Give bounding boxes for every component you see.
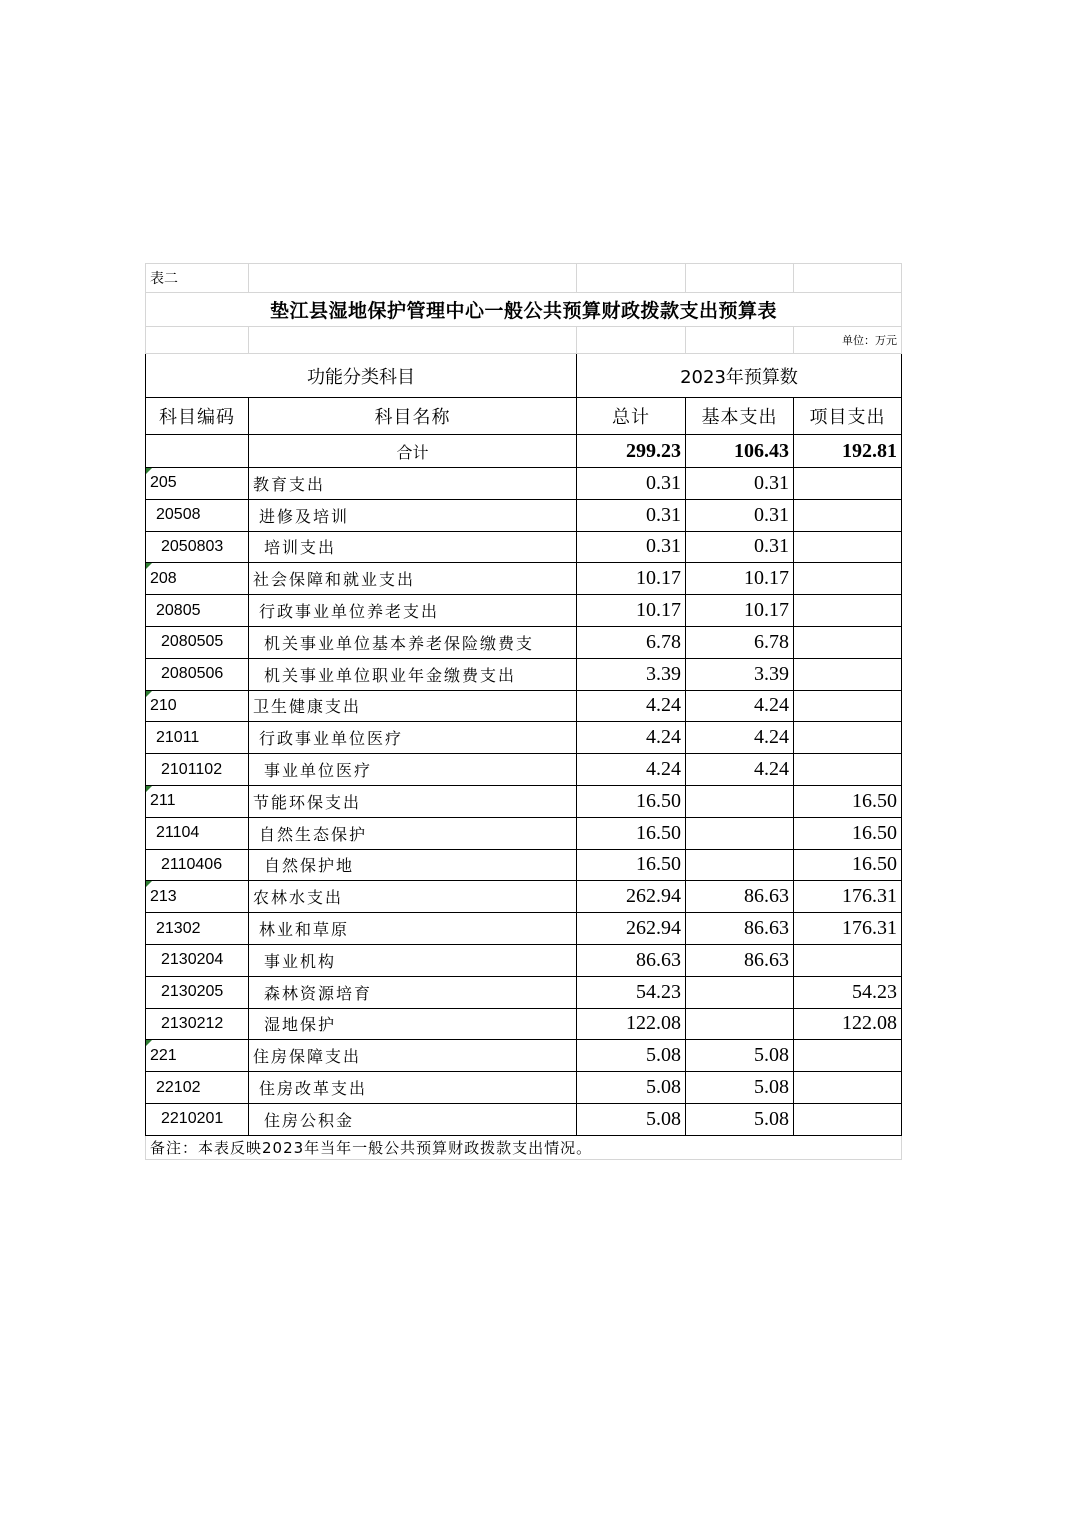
row-code: 211 [146, 785, 249, 817]
header-code: 科目编码 [146, 398, 249, 435]
total-total: 299.23 [577, 435, 686, 468]
row-code: 22102 [146, 1072, 249, 1104]
row-total: 16.50 [577, 785, 686, 817]
row-project [794, 626, 902, 658]
row-name: 机关事业单位基本养老保险缴费支 [249, 626, 577, 658]
row-basic: 86.63 [686, 913, 794, 945]
row-name: 林业和草原 [249, 913, 577, 945]
table-row [146, 944, 902, 976]
row-total: 4.24 [577, 690, 686, 722]
row-name: 住房改革支出 [249, 1072, 577, 1104]
row-basic: 5.08 [686, 1072, 794, 1104]
row-basic: 4.24 [686, 690, 794, 722]
row-code: 20805 [146, 595, 249, 627]
table-row [146, 1040, 902, 1072]
header-project: 项目支出 [794, 398, 902, 435]
row-name: 自然生态保护 [249, 817, 577, 849]
row-code: 20508 [146, 499, 249, 531]
row-total: 6.78 [577, 626, 686, 658]
row-total: 16.50 [577, 849, 686, 881]
row-total: 5.08 [577, 1103, 686, 1135]
row-total: 10.17 [577, 595, 686, 627]
row-project [794, 595, 902, 627]
row-basic: 5.08 [686, 1040, 794, 1072]
row-total: 5.08 [577, 1040, 686, 1072]
unit-row [146, 327, 902, 354]
row-code: 21011 [146, 722, 249, 754]
row-project [794, 499, 902, 531]
row-name: 自然保护地 [249, 849, 577, 881]
row-project [794, 1040, 902, 1072]
row-basic: 10.17 [686, 595, 794, 627]
total-project: 192.81 [794, 435, 902, 468]
table-note: 备注：本表反映2023年当年一般公共预算财政拨款支出情况。 [146, 1135, 902, 1159]
row-project [794, 468, 902, 500]
header-name: 科目名称 [249, 398, 577, 435]
row-project: 16.50 [794, 849, 902, 881]
table-row [146, 849, 902, 881]
row-total: 86.63 [577, 944, 686, 976]
row-basic [686, 785, 794, 817]
row-name: 培训支出 [249, 531, 577, 563]
row-basic: 0.31 [686, 468, 794, 500]
row-project: 176.31 [794, 881, 902, 913]
row-name: 事业单位医疗 [249, 754, 577, 786]
row-total: 16.50 [577, 817, 686, 849]
row-code: 208 [146, 563, 249, 595]
row-code: 2210201 [146, 1103, 249, 1135]
table-row [146, 531, 902, 563]
table-row [146, 1008, 902, 1040]
row-code: 2130204 [146, 944, 249, 976]
table-title: 垫江县湿地保护管理中心一般公共预算财政拨款支出预算表 [146, 293, 902, 327]
row-project [794, 722, 902, 754]
row-name: 卫生健康支出 [249, 690, 577, 722]
header-total: 总计 [577, 398, 686, 435]
row-name: 住房保障支出 [249, 1040, 577, 1072]
total-basic: 106.43 [686, 435, 794, 468]
row-project [794, 1072, 902, 1104]
unit-label: 单位：万元 [794, 327, 902, 354]
row-total: 5.08 [577, 1072, 686, 1104]
row-code: 2110406 [146, 849, 249, 881]
row-basic: 0.31 [686, 499, 794, 531]
row-project [794, 658, 902, 690]
row-project: 54.23 [794, 976, 902, 1008]
table-row [146, 785, 902, 817]
row-basic: 0.31 [686, 531, 794, 563]
row-basic [686, 1008, 794, 1040]
row-code: 21302 [146, 913, 249, 945]
row-total: 10.17 [577, 563, 686, 595]
row-total: 54.23 [577, 976, 686, 1008]
row-project [794, 690, 902, 722]
row-basic: 5.08 [686, 1103, 794, 1135]
row-name: 湿地保护 [249, 1008, 577, 1040]
table-row [146, 563, 902, 595]
row-total: 3.39 [577, 658, 686, 690]
row-name: 节能环保支出 [249, 785, 577, 817]
row-project [794, 944, 902, 976]
row-code: 205 [146, 468, 249, 500]
row-code: 221 [146, 1040, 249, 1072]
row-name: 森林资源培育 [249, 976, 577, 1008]
row-name: 行政事业单位医疗 [249, 722, 577, 754]
table-row [146, 626, 902, 658]
row-code: 21104 [146, 817, 249, 849]
total-label: 合计 [249, 435, 577, 468]
table-row [146, 1072, 902, 1104]
row-project [794, 754, 902, 786]
row-code: 2101102 [146, 754, 249, 786]
table-row [146, 658, 902, 690]
row-project: 176.31 [794, 913, 902, 945]
row-name: 进修及培训 [249, 499, 577, 531]
row-code: 2080505 [146, 626, 249, 658]
row-code: 210 [146, 690, 249, 722]
row-name: 行政事业单位养老支出 [249, 595, 577, 627]
header-basic: 基本支出 [686, 398, 794, 435]
row-total: 4.24 [577, 722, 686, 754]
row-total: 4.24 [577, 754, 686, 786]
row-name: 事业机构 [249, 944, 577, 976]
budget-table [145, 263, 902, 1160]
table-row [146, 913, 902, 945]
table-row [146, 976, 902, 1008]
header-budget-year: 2023年预算数 [577, 354, 902, 398]
row-basic: 86.63 [686, 944, 794, 976]
row-basic: 4.24 [686, 722, 794, 754]
label-row [146, 264, 902, 293]
row-basic [686, 817, 794, 849]
row-project: 16.50 [794, 817, 902, 849]
row-name: 社会保障和就业支出 [249, 563, 577, 595]
table-row [146, 468, 902, 500]
row-name: 教育支出 [249, 468, 577, 500]
table-row [146, 754, 902, 786]
table-row [146, 690, 902, 722]
row-name: 住房公积金 [249, 1103, 577, 1135]
row-code: 2130205 [146, 976, 249, 1008]
row-code: 2080506 [146, 658, 249, 690]
row-total: 262.94 [577, 881, 686, 913]
row-code: 2130212 [146, 1008, 249, 1040]
table-row [146, 499, 902, 531]
row-project [794, 531, 902, 563]
row-project: 122.08 [794, 1008, 902, 1040]
row-total: 0.31 [577, 531, 686, 563]
row-project: 16.50 [794, 785, 902, 817]
row-project [794, 1103, 902, 1135]
header-func-class: 功能分类科目 [146, 354, 577, 398]
row-basic: 10.17 [686, 563, 794, 595]
row-basic [686, 976, 794, 1008]
row-total: 262.94 [577, 913, 686, 945]
row-total: 0.31 [577, 499, 686, 531]
budget-sheet [145, 263, 901, 1160]
row-total: 0.31 [577, 468, 686, 500]
row-name: 机关事业单位职业年金缴费支出 [249, 658, 577, 690]
row-code: 2050803 [146, 531, 249, 563]
table-row [146, 881, 902, 913]
title-row [146, 293, 902, 327]
table-label: 表二 [146, 264, 249, 293]
table-row [146, 1103, 902, 1135]
header-row-2 [146, 398, 902, 435]
row-basic: 3.39 [686, 658, 794, 690]
row-basic: 6.78 [686, 626, 794, 658]
note-row [146, 1135, 902, 1159]
row-basic: 86.63 [686, 881, 794, 913]
row-name: 农林水支出 [249, 881, 577, 913]
row-total: 122.08 [577, 1008, 686, 1040]
table-row [146, 595, 902, 627]
row-code: 213 [146, 881, 249, 913]
header-row-1 [146, 354, 902, 398]
row-basic: 4.24 [686, 754, 794, 786]
table-row [146, 817, 902, 849]
row-basic [686, 849, 794, 881]
table-row [146, 722, 902, 754]
row-project [794, 563, 902, 595]
total-row [146, 435, 902, 468]
